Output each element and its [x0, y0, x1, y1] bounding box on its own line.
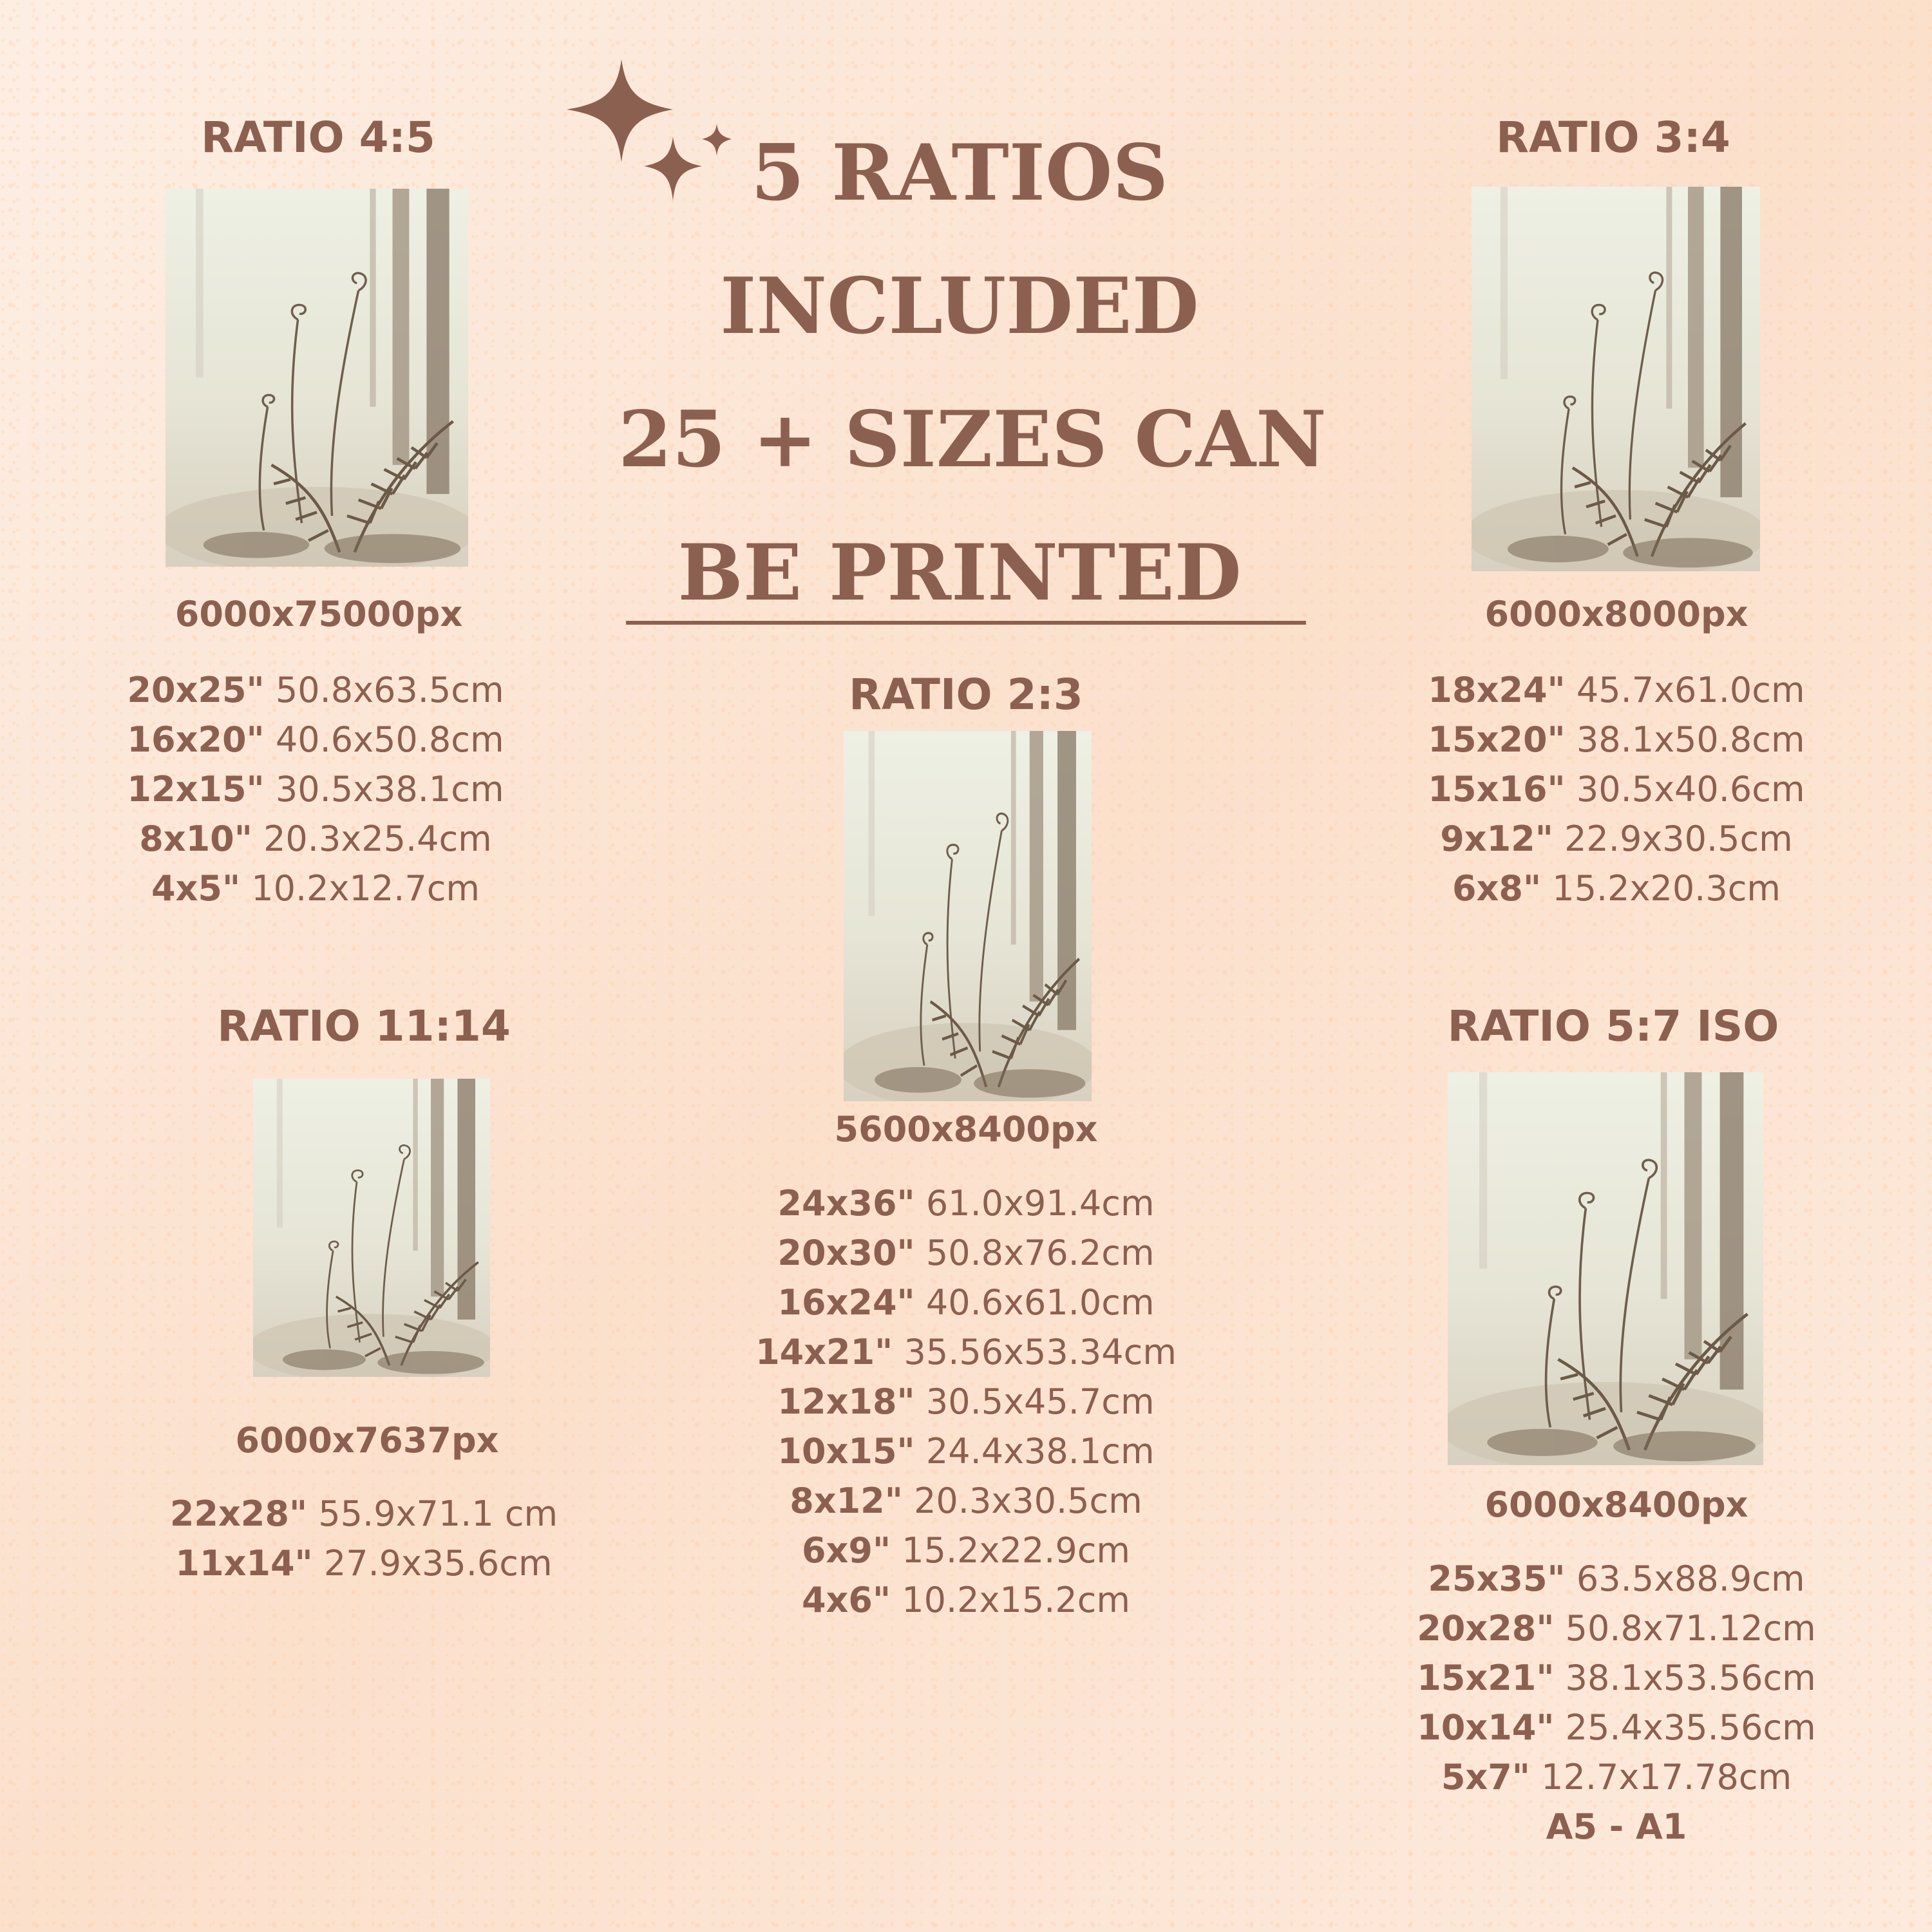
size-item: 16x24" 40.6x61.0cm [777, 1282, 1155, 1323]
ratio-heading: RATIO 5:7 ISO [1447, 1001, 1779, 1051]
size-item: 24x36" 61.0x91.4cm [777, 1183, 1155, 1224]
size-item: 11x14" 27.9x35.6cm [175, 1543, 553, 1584]
size-item: 15x16" 30.5x40.6cm [1428, 769, 1805, 810]
size-item: 12x18" 30.5x45.7cm [777, 1381, 1155, 1422]
size-item: 6x8" 15.2x20.3cm [1452, 868, 1781, 909]
fern-artwork-preview [166, 189, 468, 567]
size-item: 8x12" 20.3x30.5cm [790, 1481, 1142, 1521]
paper-size-note: A5 - A1 [1546, 1806, 1687, 1847]
size-list [1385, 665, 1848, 913]
size-item: 4x5" 10.2x12.7cm [151, 868, 480, 909]
size-item: 16x20" 40.6x50.8cm [127, 719, 504, 760]
size-item: 5x7" 12.7x17.78cm [1441, 1757, 1792, 1797]
fern-artwork-preview [1448, 1072, 1763, 1465]
fern-artwork-preview [844, 731, 1092, 1101]
size-list [708, 1179, 1224, 1625]
size-item: 15x20" 38.1x50.8cm [1428, 719, 1805, 760]
fern-artwork-preview [1472, 187, 1760, 571]
size-list [1372, 1554, 1861, 1852]
size-item: 25x35" 63.5x88.9cm [1428, 1558, 1805, 1599]
size-item: 12x15" 30.5x38.1cm [127, 769, 504, 810]
title-line: INCLUDED [720, 261, 1199, 352]
ratio-heading: RATIO 4:5 [201, 113, 435, 162]
size-item: 10x14" 25.4x35.56cm [1417, 1707, 1816, 1748]
size-item: 20x30" 50.8x76.2cm [777, 1233, 1155, 1273]
size-item: 20x25" 50.8x63.5cm [127, 670, 504, 710]
size-item: 6x9" 15.2x22.9cm [801, 1530, 1130, 1571]
title-underline [626, 621, 1306, 625]
size-item: 9x12" 22.9x30.5cm [1440, 819, 1793, 859]
size-item: 20x28" 50.8x71.12cm [1417, 1608, 1816, 1649]
title-line: BE PRINTED [677, 527, 1242, 618]
size-list [132, 1489, 596, 1588]
pixel-dimensions: 6000x7637px [235, 1420, 499, 1461]
size-item: 4x6" 10.2x15.2cm [801, 1580, 1130, 1620]
size-item: 8x10" 20.3x25.4cm [139, 819, 492, 859]
size-item: 14x21" 35.56x53.34cm [755, 1332, 1177, 1372]
size-item: 15x21" 38.1x53.56cm [1417, 1658, 1816, 1698]
title-line: 25 + SIZES CAN [618, 394, 1327, 485]
ratio-heading: RATIO 2:3 [849, 670, 1083, 719]
size-list [84, 665, 547, 913]
pixel-dimensions: 6000x75000px [175, 594, 463, 634]
pixel-dimensions: 5600x8400px [834, 1109, 1098, 1150]
ratio-heading: RATIO 11:14 [217, 1001, 511, 1051]
size-item: 22x28" 55.9x71.1 cm [169, 1493, 558, 1534]
size-item: 18x24" 45.7x61.0cm [1428, 670, 1805, 710]
title-line: 5 RATIOS [750, 128, 1169, 218]
page-title [618, 106, 1327, 639]
ratio-heading: RATIO 3:4 [1496, 113, 1730, 162]
size-item: 10x15" 24.4x38.1cm [777, 1431, 1155, 1472]
pixel-dimensions: 6000x8000px [1484, 594, 1748, 634]
pixel-dimensions: 6000x8400px [1484, 1484, 1748, 1525]
fern-artwork-preview [253, 1079, 490, 1377]
